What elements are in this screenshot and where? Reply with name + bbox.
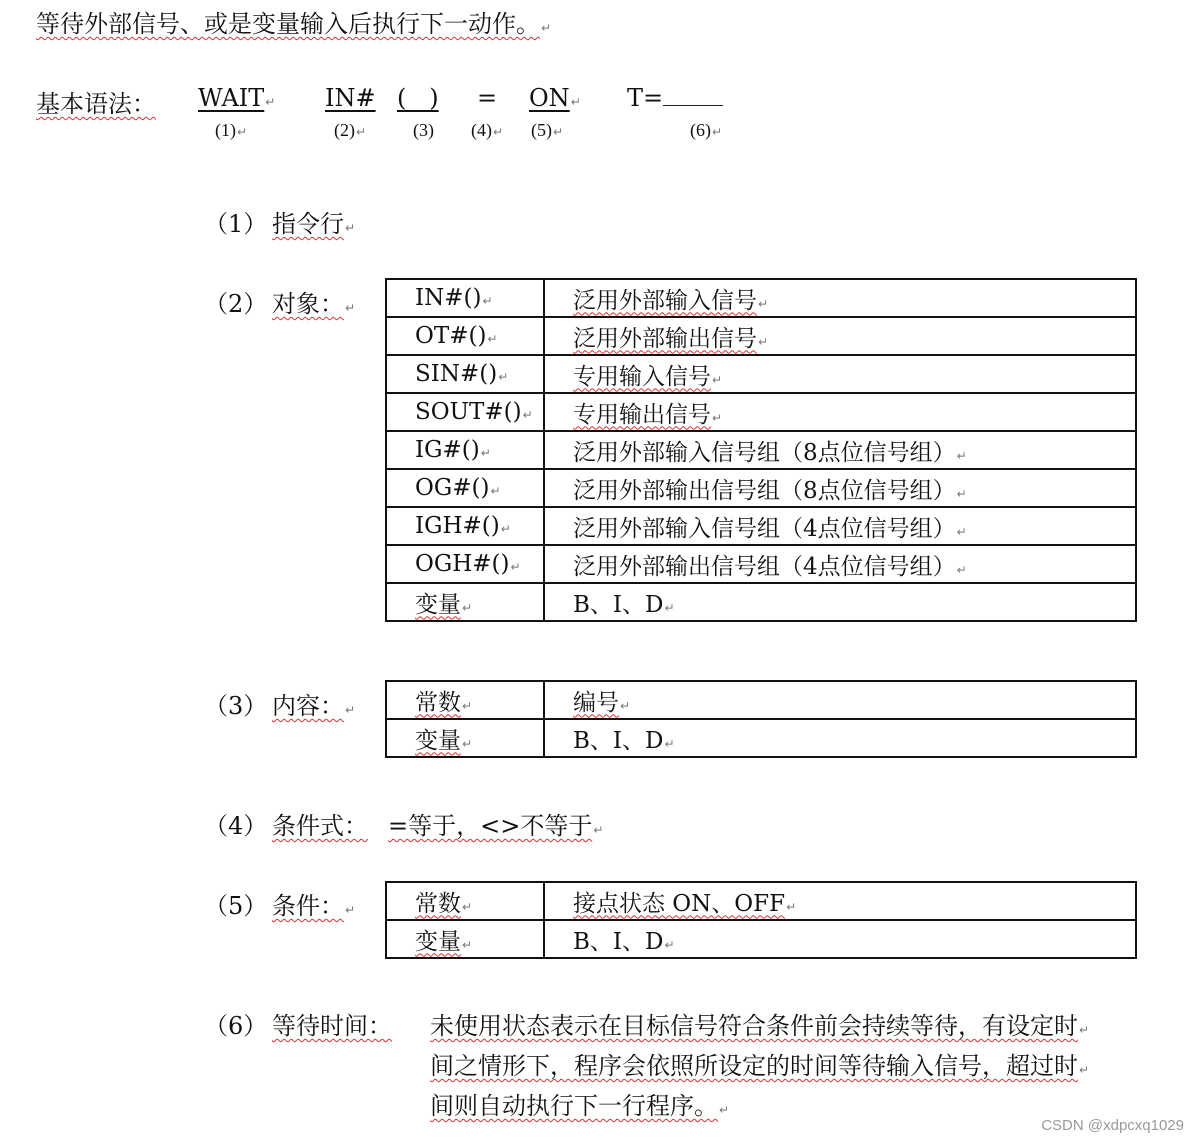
item-5-number: （5） (204, 892, 268, 920)
item-2-label: 对象：↵ (272, 290, 356, 318)
syntax-token-on: ON↵ (529, 84, 581, 112)
syntax-token-wait: WAIT↵ (198, 84, 276, 112)
target-desc: 泛用外部输出信号组（4点位信号组）↵ (544, 545, 1136, 583)
item-6-number: （6） (204, 1012, 268, 1040)
table-row (386, 719, 1136, 757)
target-desc: 泛用外部输出信号组（8点位信号组）↵ (544, 469, 1136, 507)
target-desc: 泛用外部输入信号↵ (544, 279, 1136, 317)
item-1-number: （1） (204, 210, 268, 238)
item-3-number: （3） (204, 692, 268, 720)
table-row (386, 279, 1136, 317)
target-code: OG#()↵ (386, 469, 544, 507)
table-row (386, 469, 1136, 507)
item-2-number: （2） (204, 290, 268, 318)
syntax-num-4: (4)↵ (471, 120, 504, 140)
condition-value: B、I、D↵ (544, 920, 1136, 958)
intro-text: 等待外部信号、或是变量输入后执行下一动作。↵ (36, 10, 552, 38)
item-4-number: （4） (204, 812, 268, 840)
condition-type: 常数↵ (386, 882, 544, 920)
item-6-line-1: 未使用状态表示在目标信号符合条件前会持续等待，有设定时↵ (430, 1012, 1090, 1040)
content-value: 编号↵ (544, 681, 1136, 719)
item-6-label: 等待时间： (272, 1012, 392, 1040)
target-table (385, 278, 1137, 622)
table-row (386, 317, 1136, 355)
content-type: 常数↵ (386, 681, 544, 719)
syntax-num-3: (3) (413, 120, 434, 140)
target-desc: B、I、D↵ (544, 583, 1136, 621)
condition-type: 变量↵ (386, 920, 544, 958)
condition-table (385, 881, 1137, 959)
target-desc: 泛用外部输入信号组（4点位信号组）↵ (544, 507, 1136, 545)
content-value: B、I、D↵ (544, 719, 1136, 757)
target-desc: 专用输出信号↵ (544, 393, 1136, 431)
target-code: OT#()↵ (386, 317, 544, 355)
syntax-label: 基本语法： (36, 90, 156, 118)
table-row (386, 393, 1136, 431)
target-desc: 泛用外部输出信号↵ (544, 317, 1136, 355)
syntax-token-equals: = (477, 84, 498, 112)
table-row (386, 920, 1136, 958)
item-4-label: 条件式： (272, 812, 368, 840)
item-3-label: 内容：↵ (272, 692, 356, 720)
syntax-num-6: (6)↵ (690, 120, 723, 140)
syntax-token-in: IN# (325, 84, 376, 112)
syntax-num-2: (2)↵ (334, 120, 367, 140)
table-row (386, 882, 1136, 920)
item-6-line-3: 间则自动执行下一行程序。↵ (430, 1092, 730, 1120)
target-desc: 泛用外部输入信号组（8点位信号组）↵ (544, 431, 1136, 469)
table-row (386, 355, 1136, 393)
item-4-text: =等于，<>不等于↵ (388, 812, 604, 840)
syntax-token-paren: ( ) (397, 84, 439, 112)
target-code: SOUT#()↵ (386, 393, 544, 431)
csdn-watermark: CSDN @xdpcxq1029 (1041, 1117, 1184, 1134)
item-1-label: 指令行↵ (272, 210, 356, 238)
table-row (386, 507, 1136, 545)
target-code: IN#()↵ (386, 279, 544, 317)
target-code: IGH#()↵ (386, 507, 544, 545)
target-code: IG#()↵ (386, 431, 544, 469)
target-code: SIN#()↵ (386, 355, 544, 393)
content-type: 变量↵ (386, 719, 544, 757)
syntax-token-time: T= (627, 84, 723, 112)
table-row (386, 431, 1136, 469)
target-desc: 专用输入信号↵ (544, 355, 1136, 393)
item-5-label: 条件：↵ (272, 892, 356, 920)
target-code: 变量↵ (386, 583, 544, 621)
table-row (386, 545, 1136, 583)
item-6-line-2: 间之情形下，程序会依照所设定的时间等待输入信号，超过时↵ (430, 1052, 1090, 1080)
table-row (386, 681, 1136, 719)
target-code: OGH#()↵ (386, 545, 544, 583)
content-table (385, 680, 1137, 758)
condition-value: 接点状态 ON、OFF↵ (544, 882, 1136, 920)
syntax-num-5: (5)↵ (531, 120, 564, 140)
table-row (386, 583, 1136, 621)
syntax-num-1: (1)↵ (215, 120, 248, 140)
